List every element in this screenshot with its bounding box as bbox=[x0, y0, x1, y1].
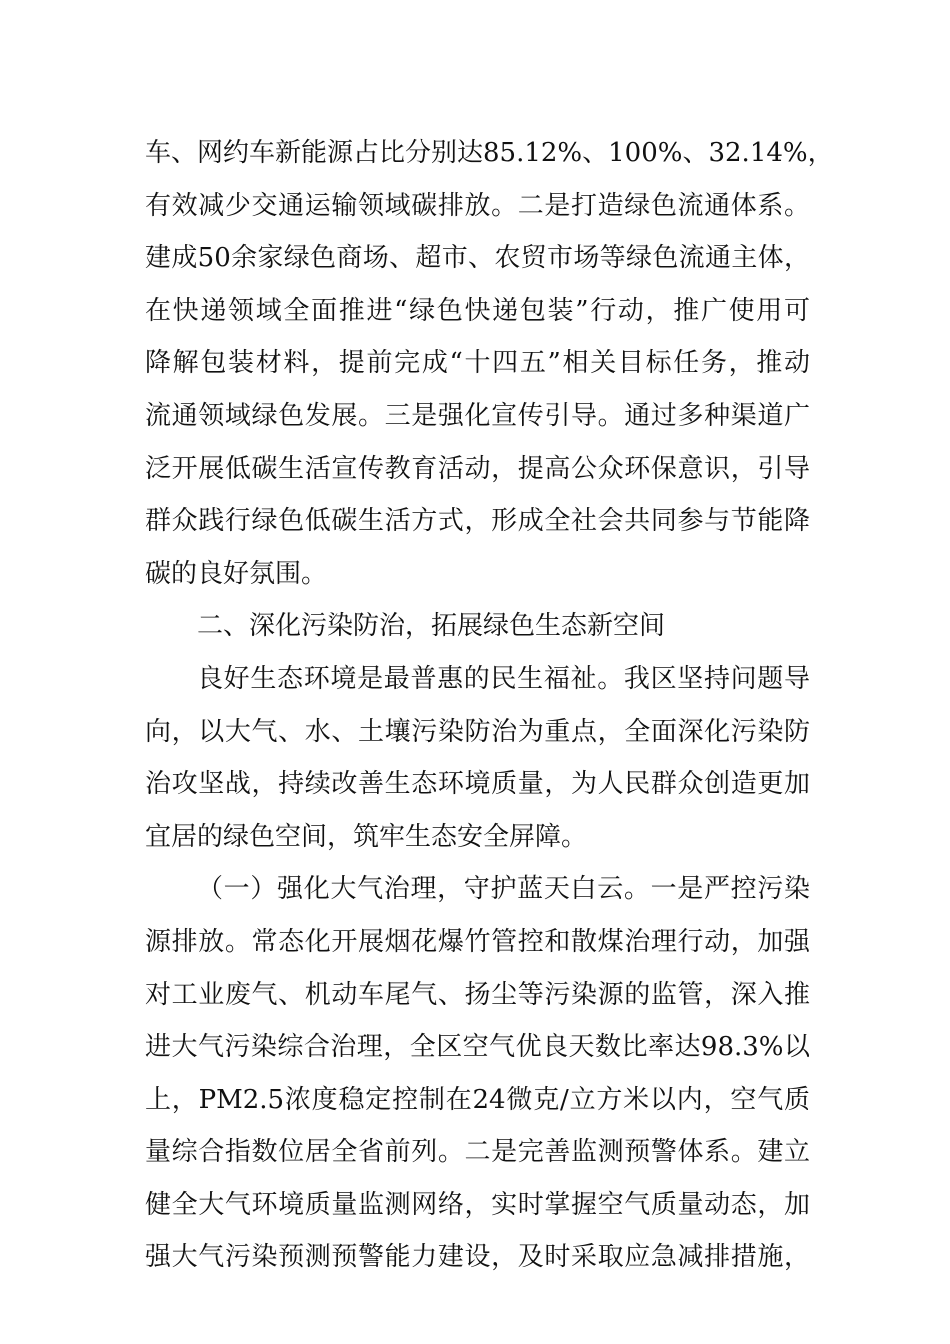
text-line: 源排放。常态化开展烟花爆竹管控和散煤治理行动，加强 bbox=[145, 926, 810, 957]
text-line: 进大气污染综合治理，全区空气优良天数比率达98.3%以 bbox=[145, 1032, 810, 1063]
text-line: 健全大气环境质量监测网络，实时掌握空气质量动态，加 bbox=[145, 1189, 810, 1220]
text-line: 向，以大气、水、土壤污染防治为重点，全面深化污染防 bbox=[145, 716, 810, 747]
text-line: 群众践行绿色低碳生活方式，形成全社会共同参与节能降 bbox=[145, 506, 810, 537]
text-line: 良好生态环境是最普惠的民生福祉。我区坚持问题导 bbox=[197, 663, 810, 694]
text-line: 上，PM2.5浓度稳定控制在24微克/立方米以内，空气质 bbox=[145, 1084, 810, 1115]
text-line: 车、网约车新能源占比分别达85.12%、100%、32.14%， bbox=[145, 138, 834, 168]
text-line: 强大气污染预测预警能力建设，及时采取应急减排措施， bbox=[145, 1242, 810, 1273]
text-line: 对工业废气、机动车尾气、扬尘等污染源的监管，深入推 bbox=[145, 979, 810, 1010]
section-heading: 二、深化污染防治，拓展绿色生态新空间 bbox=[197, 611, 666, 642]
text-line: （一）强化大气治理，守护蓝天白云。一是严控污染 bbox=[197, 874, 810, 905]
text-line: 泛开展低碳生活宣传教育活动，提高公众环保意识，引导 bbox=[145, 453, 810, 484]
text-line: 有效减少交通运输领域碳排放。二是打造绿色流通体系。 bbox=[145, 190, 810, 221]
text-line: 流通领域绿色发展。三是强化宣传引导。通过多种渠道广 bbox=[145, 400, 810, 431]
text-line: 量综合指数位居全省前列。二是完善监测预警体系。建立 bbox=[145, 1137, 810, 1168]
text-line: 降解包装材料，提前完成“十四五”相关目标任务，推动 bbox=[145, 348, 810, 379]
text-line: 建成50余家绿色商场、超市、农贸市场等绿色流通主体， bbox=[145, 243, 810, 274]
text-line: 宜居的绿色空间，筑牢生态安全屏障。 bbox=[145, 821, 588, 852]
text-line: 碳的良好氛围。 bbox=[145, 558, 328, 589]
text-line: 治攻坚战，持续改善生态环境质量，为人民群众创造更加 bbox=[145, 769, 810, 800]
body-text bbox=[145, 127, 834, 1284]
text-line: 在快递领域全面推进“绿色快递包装”行动，推广使用可 bbox=[145, 295, 810, 326]
